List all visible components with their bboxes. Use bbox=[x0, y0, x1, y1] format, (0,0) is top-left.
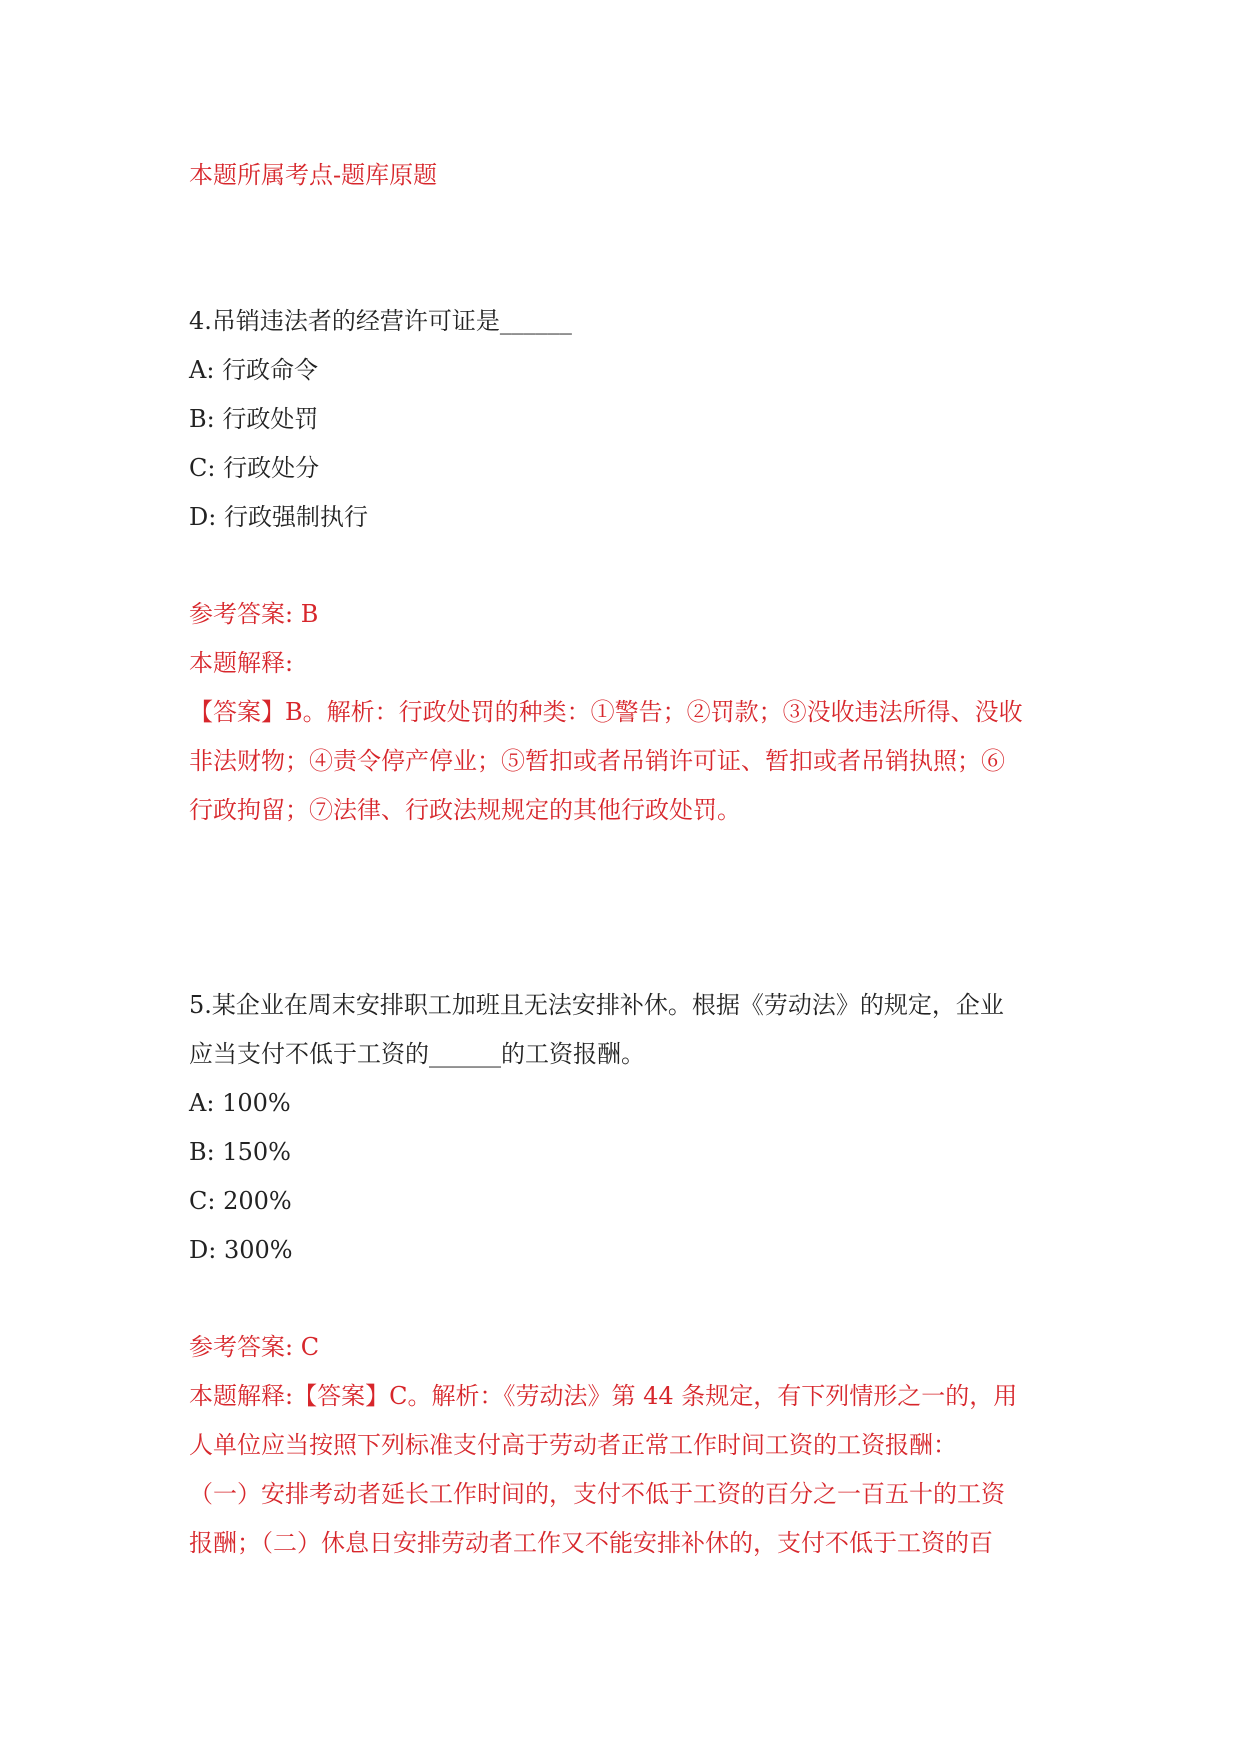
q4-answer bbox=[189, 599, 318, 629]
q5-option-d-text: 300% bbox=[223, 1236, 293, 1264]
q5-explanation-line-4: 报酬；（二）休息日安排劳动者工作又不能安排补休的，支付不低于工资的百 bbox=[189, 1529, 993, 1557]
q5-option-d-label: D: bbox=[189, 1236, 217, 1264]
q5-option-c bbox=[189, 1186, 292, 1216]
q4-explanation-line-3: 行政拘留；⑦法律、行政法规规定的其他行政处罚。 bbox=[189, 796, 741, 824]
q4-stem bbox=[189, 306, 572, 336]
q5-option-a bbox=[189, 1088, 291, 1118]
q4-explanation-line-1: 【答案】B。解析：行政处罚的种类：①警告；②罚款；③没收违法所得、没收 bbox=[189, 698, 1023, 726]
q4-option-b-label: B: bbox=[189, 405, 215, 433]
q5-stem-pre: 应当支付不低于工资的 bbox=[189, 1040, 429, 1068]
q4-option-d-text: 行政强制执行 bbox=[223, 503, 368, 531]
q4-answer-value: B bbox=[300, 600, 319, 628]
q5-option-c-text: 200% bbox=[223, 1187, 292, 1215]
q5-explanation-line-2: 人单位应当按照下列标准支付高于劳动者正常工作时间工资的工资报酬： bbox=[189, 1431, 957, 1459]
q4-explanation-line-2: 非法财物；④责令停产停业；⑤暂扣或者吊销许可证、暂扣或者吊销执照；⑥ bbox=[189, 747, 1005, 775]
q4-answer-label: 参考答案: bbox=[189, 600, 294, 628]
q5-answer-value: C bbox=[300, 1333, 320, 1361]
q5-explanation-line-1: 本题解释:【答案】C。解析：《劳动法》第 44 条规定，有下列情形之一的，用 bbox=[189, 1382, 1018, 1410]
q4-option-c-label: C: bbox=[189, 454, 216, 482]
q5-answer-label: 参考答案: bbox=[189, 1333, 294, 1361]
q5-option-b-text: 150% bbox=[222, 1138, 291, 1166]
q4-option-a bbox=[189, 355, 318, 385]
q5-option-c-label: C: bbox=[189, 1187, 216, 1215]
q4-explanation-label: 本题解释: bbox=[189, 649, 294, 677]
q4-blank: ______ bbox=[499, 307, 572, 335]
q5-option-d bbox=[189, 1235, 293, 1265]
source-note: 本题所属考点-题库原题 bbox=[189, 161, 438, 189]
q5-option-a-label: A: bbox=[189, 1089, 215, 1117]
q5-blank: ______ bbox=[429, 1040, 501, 1068]
q4-option-d bbox=[189, 502, 368, 532]
q4-option-a-text: 行政命令 bbox=[222, 356, 319, 384]
q4-stem-text: 4.吊销违法者的经营许可证是 bbox=[189, 307, 500, 335]
q5-answer bbox=[189, 1332, 319, 1362]
q4-option-b-text: 行政处罚 bbox=[222, 405, 319, 433]
q4-option-b bbox=[189, 404, 318, 434]
q5-option-a-text: 100% bbox=[222, 1089, 291, 1117]
q4-option-c bbox=[189, 453, 319, 483]
q4-option-a-label: A: bbox=[189, 356, 215, 384]
q5-stem-line-1: 5.某企业在周末安排职工加班且无法安排补休。根据《劳动法》的规定，企业 bbox=[189, 991, 1004, 1019]
q4-option-d-label: D: bbox=[189, 503, 217, 531]
q4-option-c-text: 行政处分 bbox=[223, 454, 320, 482]
q5-option-b bbox=[189, 1137, 291, 1167]
q5-option-b-label: B: bbox=[189, 1138, 215, 1166]
q5-explanation-line-3: （一）安排考动者延长工作时间的，支付不低于工资的百分之一百五十的工资 bbox=[189, 1480, 1005, 1508]
q5-stem-post: 的工资报酬。 bbox=[501, 1040, 645, 1068]
q5-stem-line-2 bbox=[189, 1039, 645, 1069]
